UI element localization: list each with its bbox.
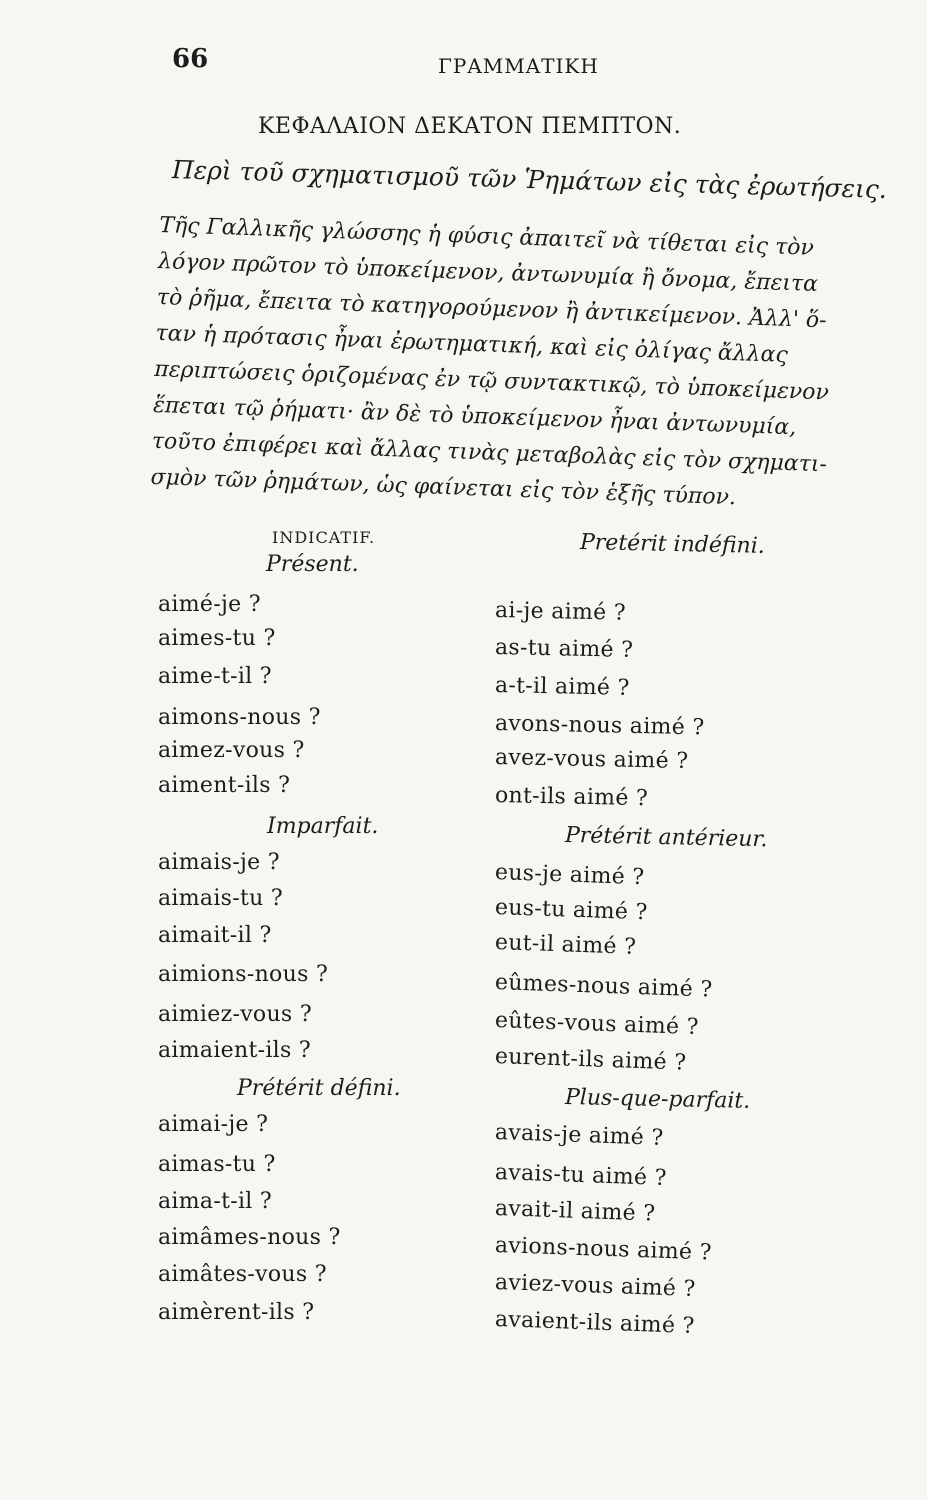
running-title: ΓΡΑΜΜΑΤΙΚΗ (438, 54, 599, 78)
verb-form: a-t-il aimé ? (494, 673, 630, 701)
verb-form: aimais-je ? (158, 850, 280, 875)
verb-form: aimas-tu ? (158, 1152, 276, 1177)
tense-title-preterit-defini: Prétérit défini. (237, 1076, 401, 1101)
verb-form: eut-il aimé ? (494, 930, 637, 960)
chapter-subtitle: Περὶ τοῦ σχηματισμοῦ τῶν Ῥημάτων εἰς τὰς ἐρωτήσεις. (171, 155, 888, 204)
verb-form: eus-tu aimé ? (494, 895, 648, 926)
verb-form: as-tu aimé ? (494, 635, 634, 663)
verb-form: avons-nous aimé ? (494, 711, 705, 741)
page-number: 66 (172, 44, 209, 74)
tense-title-plus-que-parfait: Plus-que-parfait. (564, 1085, 751, 1114)
verb-form: ai-je aimé ? (494, 598, 627, 626)
mood-label: INDICATIF. (272, 528, 376, 547)
verb-form: eûmes-nous aimé ? (494, 970, 713, 1003)
verb-form: eûtes-vous aimé ? (494, 1008, 700, 1041)
paragraph-line: λόγον πρῶτον τὸ ὑποκείμενον, ἀντωνυμία ἢ ὄνομα, ἔπειτα (157, 248, 819, 298)
chapter-title: ΚΕΦΑΛΑΙΟΝ ΔΕΚΑΤΟΝ ΠΕΜΠΤΟΝ. (258, 114, 682, 139)
paragraph-line: τὸ ῥῆμα, ἔπειτα τὸ κατηγορούμενον ἢ ἀντικείμενον. Ἀλλ' ὅ- (156, 284, 828, 334)
verb-form: avez-vous aimé ? (494, 745, 689, 775)
verb-form: avais-je aimé ? (494, 1120, 664, 1151)
intro-paragraph (150, 208, 870, 521)
verb-form: avait-il aimé ? (494, 1196, 656, 1227)
verb-form: ont-ils aimé ? (494, 783, 649, 812)
verb-form: avaient-ils aimé ? (494, 1307, 696, 1339)
verb-form: aimâtes-vous ? (158, 1262, 327, 1287)
verb-form: aimait-il ? (158, 923, 272, 948)
verb-form: aimiez-vous ? (158, 1002, 312, 1027)
paragraph-line: ταν ἡ πρότασις ἦναι ἐρωτηματική, καὶ εἰς ὀλίγας ἄλλας (155, 320, 789, 368)
paragraph-line: Τῆς Γαλλικῆς γλώσσης ἡ φύσις ἀπαιτεῖ νὰ τίθεται εἰς τὸν (158, 212, 815, 261)
verb-form: aimions-nous ? (158, 962, 329, 987)
verb-form: aimaient-ils ? (158, 1038, 311, 1063)
verb-form: aimez-vous ? (158, 738, 305, 763)
verb-form: eus-je aimé ? (494, 860, 645, 891)
verb-form: aimai-je ? (158, 1112, 269, 1137)
tense-title-imparfait: Imparfait. (267, 814, 379, 839)
verb-form: aimes-tu ? (158, 626, 276, 651)
tense-title-preterit-indefini: Pretérit indéfini. (579, 530, 765, 559)
paragraph-line: ἕπεται τῷ ῥήματι· ἂν δὲ τὸ ὑποκείμενον ἦναι ἀντωνυμία, (152, 392, 797, 441)
verb-form: aime-t-il ? (158, 664, 272, 689)
paragraph-line: σμὸν τῶν ῥημάτων, ὡς φαίνεται εἰς τὸν ἑξῆς τύπον. (150, 464, 737, 511)
verb-form: avions-nous aimé ? (494, 1233, 713, 1266)
verb-form: aimé-je ? (158, 592, 261, 617)
paragraph-line: περιπτώσεις ὁριζομένας ἐν τῷ συντακτικῷ, τὸ ὑποκείμενον (153, 356, 830, 406)
paragraph-line: τοῦτο ἐπιφέρει καὶ ἄλλας τινὰς μεταβολὰς εἰς τὸν σχηματι- (151, 428, 828, 478)
verb-form: avais-tu aimé ? (494, 1160, 668, 1191)
verb-form: aima-t-il ? (158, 1189, 272, 1214)
verb-form: aimais-tu ? (158, 886, 283, 911)
verb-form: eurent-ils aimé ? (494, 1044, 687, 1076)
tense-title-preterit-anterieur: Prétérit antérieur. (564, 823, 768, 853)
verb-form: aviez-vous aimé ? (494, 1270, 697, 1302)
verb-form: aimâmes-nous ? (158, 1225, 341, 1250)
tense-title-present: Présent. (266, 552, 359, 577)
verb-form: aimons-nous ? (158, 705, 321, 730)
verb-form: aiment-ils ? (158, 773, 291, 798)
verb-form: aimèrent-ils ? (158, 1300, 315, 1325)
